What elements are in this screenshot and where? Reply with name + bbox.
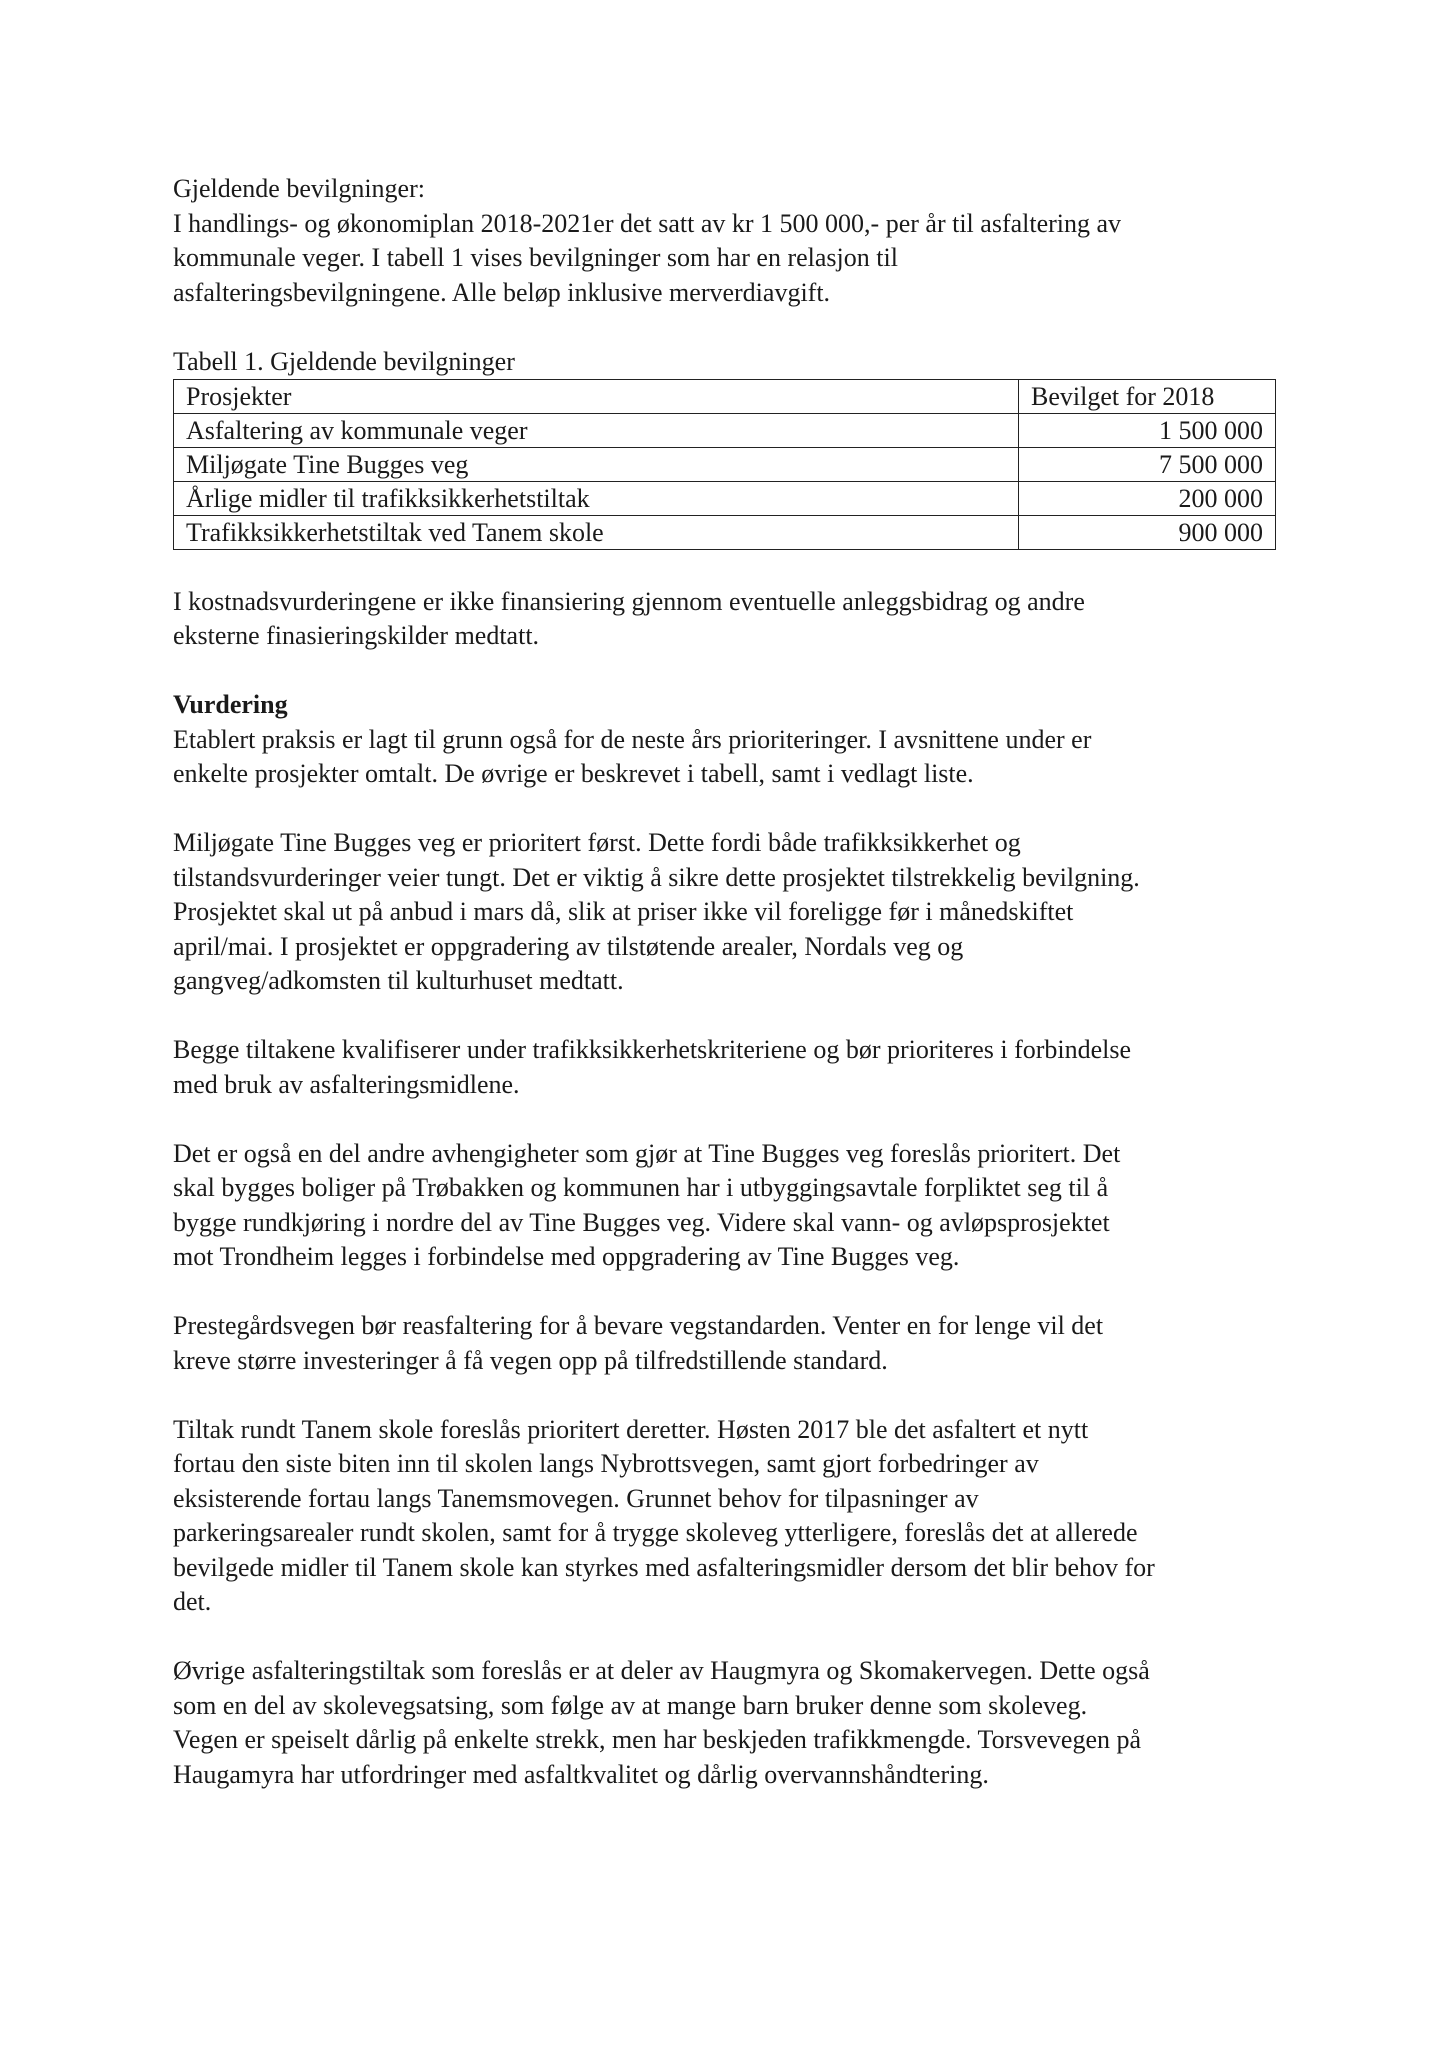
- text-line: Prestegårdsvegen bør reasfaltering for å bevare vegstandarden. Venter en for lenge vil det: [173, 1311, 1104, 1340]
- text-line: eksisterende fortau langs Tanemsmovegen. Grunnet behov for tilpasninger av: [173, 1483, 979, 1513]
- text-line: I kostnadsvurderingene er ikke finansiering gjennom eventuelle anleggsbidrag og andre: [173, 586, 1085, 616]
- table-row: [174, 516, 1276, 550]
- text-line: det.: [173, 1587, 212, 1616]
- text-line: fortau den siste biten inn til skolen langs Nybrottsvegen, samt gjort forbedringer av: [173, 1449, 1039, 1478]
- project-name-cell: Årlige midler til trafikksikkerhetstiltak: [174, 482, 1019, 516]
- text-line: eksterne finasieringskilder medtatt.: [173, 621, 540, 650]
- text-line: enkelte prosjekter omtalt. De øvrige er beskrevet i tabell, samt i vedlagt liste.: [173, 759, 974, 788]
- text-line: Prosjektet skal ut på anbud i mars då, slik at priser ikke vil foreligge før i månedskiftet: [173, 897, 1074, 926]
- paragraph-ovrige-tiltak: [173, 1654, 1288, 1792]
- amount-cell: 200 000: [1019, 482, 1276, 516]
- table-caption: Tabell 1. Gjeldende bevilgninger: [173, 346, 515, 376]
- text-line: Vegen er speiselt dårlig på enkelte strekk, men har beskjeden trafikkmengde. Torsvevegen på: [173, 1725, 1142, 1754]
- table-row: [174, 448, 1276, 482]
- text-line: skal bygges boliger på Trøbakken og kommunen har i utbyggingsavtale forpliktet seg til å: [173, 1173, 1109, 1202]
- text-line: Tiltak rundt Tanem skole foreslås prioritert deretter. Høsten 2017 ble det asfaltert et nytt: [173, 1414, 1089, 1444]
- grants-table: [173, 379, 1276, 550]
- text-line: bygge rundkjøring i nordre del av Tine Bugges veg. Videre skal vann- og avløpsprosjektet: [173, 1207, 1110, 1237]
- amount-cell: 900 000: [1019, 516, 1276, 550]
- text-line: bevilgede midler til Tanem skole kan styrkes med asfalteringsmidler dersom det blir behov for: [173, 1552, 1155, 1582]
- table-header-row: [174, 380, 1276, 414]
- paragraph-tanem-skole: [173, 1413, 1288, 1620]
- text-line: asfalteringsbevilgningene. Alle beløp inklusive merverdiavgift.: [173, 277, 831, 307]
- text-line: kreve større investeringer å få vegen opp på tilfredstillende standard.: [173, 1345, 888, 1375]
- text-line: Haugamyra har utfordringer med asfaltkvalitet og dårlig overvannshåndtering.: [173, 1759, 989, 1789]
- project-name-cell: Asfaltering av kommunale veger: [174, 414, 1019, 448]
- section-heading: Vurdering: [173, 690, 288, 719]
- paragraph-avhengigheter: [173, 1137, 1288, 1275]
- cost-note-paragraph: [173, 585, 1288, 654]
- paragraph-tine-bugges: [173, 826, 1288, 999]
- document-page: [173, 172, 1288, 1827]
- paragraph-begge-tiltakene: [173, 1033, 1288, 1102]
- amount-cell: 1 500 000: [1019, 414, 1276, 448]
- text-line: Etablert praksis er lagt til grunn også for de neste års prioriteringer. I avsnittene under er: [173, 724, 1092, 754]
- text-line: gangveg/adkomsten til kulturhuset medtatt.: [173, 966, 624, 995]
- text-line: I handlings- og økonomiplan 2018-2021er det satt av kr 1 500 000,- per år til asfaltering av: [173, 208, 1122, 238]
- column-header-projects: Prosjekter: [174, 380, 1019, 414]
- paragraph-prestegardsvegen: [173, 1309, 1288, 1378]
- table-row: [174, 482, 1276, 516]
- text-line: kommunale veger. I tabell 1 vises bevilgninger som har en relasjon til: [173, 243, 898, 272]
- project-name-cell: Trafikksikkerhetstiltak ved Tanem skole: [174, 516, 1019, 550]
- text-line: tilstandsvurderinger veier tungt. Det er viktig å sikre dette prosjektet tilstrekkelig bevilgning.: [173, 862, 1140, 892]
- text-line: mot Trondheim legges i forbindelse med oppgradering av Tine Bugges veg.: [173, 1242, 960, 1271]
- amount-cell: 7 500 000: [1019, 448, 1276, 482]
- text-line: Begge tiltakene kvalifiserer under trafikksikkerhetskriteriene og bør prioriteres i forbindelse: [173, 1035, 1132, 1064]
- column-header-amount: Bevilget for 2018: [1019, 380, 1276, 414]
- text-line: som en del av skolevegsatsing, som følge av at mange barn bruker denne som skoleveg.: [173, 1690, 1088, 1720]
- intro-title: Gjeldende bevilgninger:: [173, 174, 425, 203]
- text-line: med bruk av asfalteringsmidlene.: [173, 1069, 520, 1099]
- text-line: april/mai. I prosjektet er oppgradering av tilstøtende arealer, Nordals veg og: [173, 931, 964, 961]
- table-row: [174, 414, 1276, 448]
- text-line: Miljøgate Tine Bugges veg er prioritert først. Dette fordi både trafikksikkerhet og: [173, 828, 1021, 857]
- vurdering-section: [173, 688, 1288, 792]
- intro-paragraph: [173, 172, 1288, 310]
- text-line: Øvrige asfalteringstiltak som foreslås er at deler av Haugmyra og Skomakervegen. Dette også: [173, 1656, 1150, 1685]
- text-line: Det er også en del andre avhengigheter som gjør at Tine Bugges veg foreslås prioritert. Det: [173, 1138, 1121, 1168]
- text-line: parkeringsarealer rundt skolen, samt for å trygge skoleveg ytterligere, foreslås det at allerede: [173, 1518, 1138, 1547]
- project-name-cell: Miljøgate Tine Bugges veg: [174, 448, 1019, 482]
